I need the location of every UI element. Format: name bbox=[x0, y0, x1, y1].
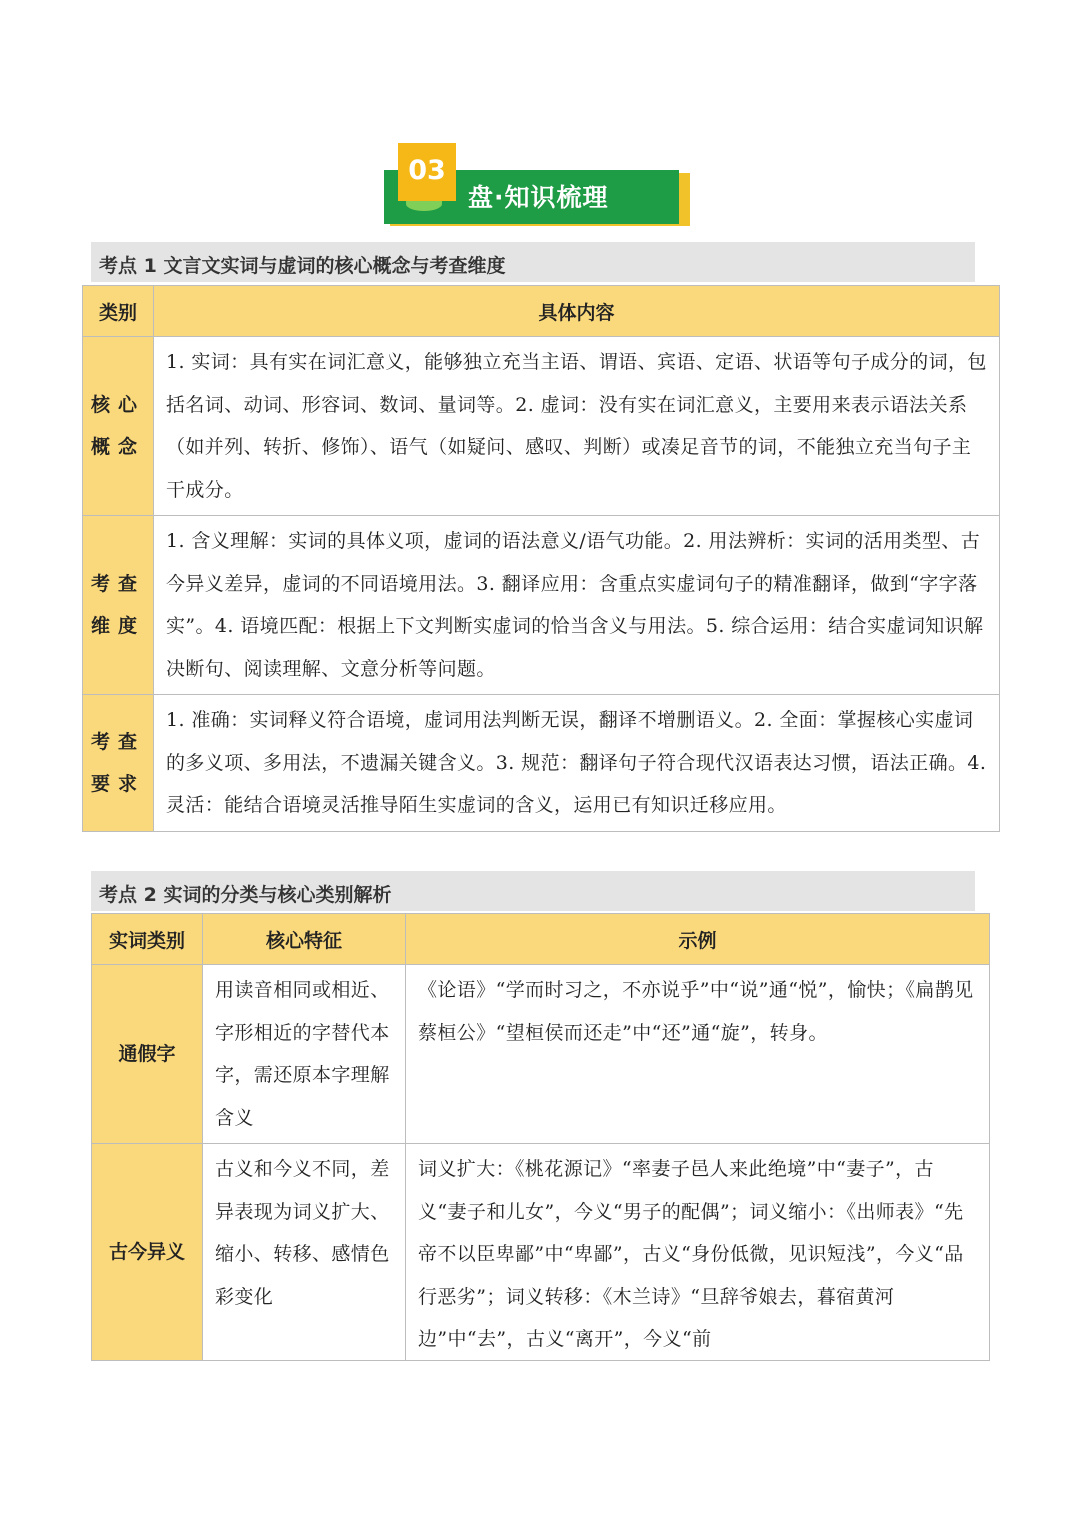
banner-number: 03 bbox=[398, 143, 456, 201]
table-header-row bbox=[92, 914, 990, 965]
section1-table bbox=[82, 285, 1000, 832]
table-row bbox=[92, 1144, 990, 1361]
section1-heading-text: 考点 1 文言文实词与虚词的核心概念与考查维度 bbox=[99, 255, 506, 277]
section2-table bbox=[91, 913, 990, 1361]
row-category: 核心 概念 bbox=[83, 337, 154, 516]
row-category: 通假字 bbox=[92, 965, 203, 1144]
header-example: 示例 bbox=[406, 914, 990, 965]
table-row bbox=[83, 695, 1000, 832]
table-row bbox=[92, 965, 990, 1144]
header-category: 实词类别 bbox=[92, 914, 203, 965]
row-feature: 古义和今义不同，差异表现为词义扩大、缩小、转移、感情色彩变化 bbox=[203, 1144, 406, 1361]
banner-title: 盘·知识梳理 bbox=[468, 183, 609, 212]
header-content: 具体内容 bbox=[154, 286, 1000, 337]
table-row bbox=[83, 337, 1000, 516]
row-example: 《论语》“学而时习之，不亦说乎”中“说”通“悦”，愉快；《扁鹊见蔡桓公》“望桓侯而还走”中“还”通“旋”，转身。 bbox=[406, 965, 990, 1144]
row-category: 考查 要求 bbox=[83, 695, 154, 832]
row-example: 词义扩大：《桃花源记》“率妻子邑人来此绝境”中“妻子”，古义“妻子和儿女”，今义“男子的配偶”；词义缩小：《出师表》“先帝不以臣卑鄙”中“卑鄙”，古义“身份低微，见识短浅”，今义“品行恶劣”；词义转移：《木兰诗》“旦辞爷娘去，暮宿黄河边”中“去”，古义“离开”，今义“前 bbox=[406, 1144, 990, 1361]
row-category: 考查 维度 bbox=[83, 516, 154, 695]
row-content: 1. 含义理解：实词的具体义项，虚词的语法意义/语气功能。2. 用法辨析：实词的活用类型、古今异义差异，虚词的不同语境用法。3. 翻译应用：含重点实虚词句子的精准翻译，做到“字字落实”。4. 语境匹配：根据上下文判断实虚词的恰当含义与用法。5. 综合运用：结合实虚词知识解决断句、阅读理解、文意分析等问题。 bbox=[154, 516, 1000, 695]
section-banner bbox=[384, 143, 690, 227]
section1-heading bbox=[91, 242, 975, 282]
header-category: 类别 bbox=[83, 286, 154, 337]
row-content: 1. 实词：具有实在词汇意义，能够独立充当主语、谓语、宾语、定语、状语等句子成分的词，包括名词、动词、形容词、数词、量词等。2. 虚词：没有实在词汇意义，主要用来表示语法关系（如并列、转折、修饰）、语气（如疑问、感叹、判断）或凑足音节的词，不能独立充当句子主干成分。 bbox=[154, 337, 1000, 516]
section2-heading-text: 考点 2 实词的分类与核心类别解析 bbox=[99, 884, 392, 906]
row-feature: 用读音相同或相近、字形相近的字替代本字，需还原本字理解含义 bbox=[203, 965, 406, 1144]
row-category: 古今异义 bbox=[92, 1144, 203, 1361]
table-row bbox=[83, 516, 1000, 695]
header-feature: 核心特征 bbox=[203, 914, 406, 965]
section2-heading bbox=[91, 871, 975, 911]
table-header-row bbox=[83, 286, 1000, 337]
row-content: 1. 准确：实词释义符合语境，虚词用法判断无误，翻译不增删语义。2. 全面：掌握核心实虚词的多义项、多用法，不遗漏关键含义。3. 规范：翻译句子符合现代汉语表达习惯，语法正确。4. 灵活：能结合语境灵活推导陌生实虚词的含义，运用已有知识迁移应用。 bbox=[154, 695, 1000, 832]
